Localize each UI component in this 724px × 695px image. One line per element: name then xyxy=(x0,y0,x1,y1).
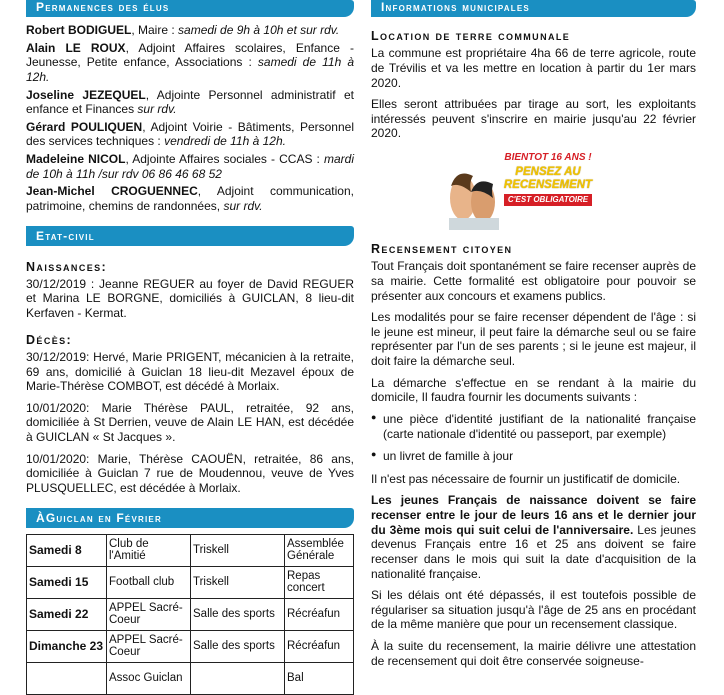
event-place: Triskell xyxy=(191,534,285,566)
table-row xyxy=(27,598,354,630)
deces-entry: 10/01/2020: Marie, Thérèse CAOUËN, retraitée, 86 ans, domiciliée à Guiclan 7 rue de Moudennou, veuve de Yves PLUSQUELLEC, est décédée à Morlaix. xyxy=(26,451,354,495)
event-org: APPEL Sacré-Coeur xyxy=(107,630,191,662)
recensement-heading: Recensement citoyen xyxy=(371,242,513,256)
table-row xyxy=(27,662,354,694)
poster-line3: C'EST OBLIGATOIRE xyxy=(504,194,592,206)
recensement-paragraph: Tout Français doit spontanément se faire recenser auprès de sa mairie. Cette formalité est obligatoire pour pouvoir se présenter aux concours et examens publics. xyxy=(371,259,696,303)
location-paragraph: Elles seront attribuées par tirage au sort, les exploitants intéressés peuvent s'inscrire en mairie jusqu'au 22 février 2020. xyxy=(371,97,696,141)
attestation-paragraph: À la suite du recensement, la mairie délivre une attestation de recensement qui doit être conservée soigneuse- xyxy=(371,639,696,668)
event-place: Salle des sports xyxy=(191,598,285,630)
permanences-header: Permanences des élus xyxy=(26,0,354,17)
recensement-poster xyxy=(449,148,595,230)
elu-item: Gérard POULIQUEN, Adjoint Voirie - Bâtiments, Personnel des services techniques : vendredi de 11h à 12h. xyxy=(26,119,354,149)
elu-item: Madeleine NICOL, Adjointe Affaires sociales - CCAS : mardi de 10h à 11h /sur rdv 06 86 46 68 52 xyxy=(26,152,355,181)
event-name: Assemblée Générale xyxy=(285,534,354,566)
location-paragraph: La commune est propriétaire 4ha 66 de terre agricole, route de Trévilis et va les mettre en location à partir du 1er mars 2020. xyxy=(371,46,696,90)
naissance-entry: 30/12/2019 : Jeanne REGUER au foyer de David REGUER et Marina LE BORGNE, domiciliés à GUICLAN, 8 lieu-dit Kerfaven - Kermat. xyxy=(26,276,354,320)
justificatif-paragraph: Il n'est pas nécessaire de fournir un justificatif de domicile. xyxy=(371,471,681,486)
elu-item: Joseline JEZEQUEL, Adjointe Personnel administratif et enfance et Finances sur rdv. xyxy=(26,87,355,117)
event-place: Triskell xyxy=(191,566,285,598)
elu-item: Alain LE ROUX, Adjoint Affaires scolaires, Enfance - Jeunesse, Petite enfance, Associations : samedi de 11h à 12h. xyxy=(26,40,354,84)
right-column xyxy=(371,0,696,675)
recensement-paragraph: Les modalités pour se faire recenser dépendent de l'âge : si le jeune est mineur, il peut faire la démarche seul ou se faire représenter par l'un de ses parents ; si le jeune est majeur, il doit faire la démarche seul. xyxy=(371,310,696,368)
event-name: Récréafun xyxy=(285,630,354,662)
recensement-paragraph: La démarche s'effectue en se rendant à la mairie du domicile, Il faudra fournir les documents suivants : xyxy=(371,375,696,405)
event-place xyxy=(191,662,285,694)
age-paragraph: Les jeunes Français de naissance doivent se faire recenser entre le jour de leurs 16 ans et le dernier jour du 3ème mois qui suit celui de l'anniversaire. Les jeunes devenus Français entre 16 et 25 ans doivent se faire recenser dans le mois qui suit la date d'acquisition de la nationalité française. xyxy=(371,493,696,581)
elus-list xyxy=(26,23,354,214)
table-row xyxy=(27,534,354,566)
event-org: Football club xyxy=(107,566,191,598)
event-day xyxy=(27,662,107,694)
event-day: Samedi 22 xyxy=(27,598,107,630)
event-day: Dimanche 23 xyxy=(27,630,107,662)
poster-line2: PENSEZ AU RECENSEMENT xyxy=(503,166,593,191)
table-row xyxy=(27,566,354,598)
event-org: Assoc Guiclan xyxy=(107,662,191,694)
delais-paragraph: Si les délais ont été dépassés, il est toutefois possible de régulariser sa situation jusqu'à l'âge de 25 ans en procédant de la même manière que pour un recensement classique. xyxy=(371,588,696,632)
deces-entry: 10/01/2020: Marie Thérèse PAUL, retraitée, 92 ans, domiciliée à St Derrien, veuve de Alain LE HAN, est décédée à GUICLAN « St Jacques ». xyxy=(26,400,354,444)
event-day: Samedi 15 xyxy=(27,566,107,598)
location-heading: Location de terre communale xyxy=(371,29,571,43)
list-item: ● une pièce d'identité justifiant de la nationalité française (carte nationale d'identité ou passeport, par exemple) xyxy=(371,412,696,441)
left-column xyxy=(26,0,354,695)
naissances-heading: Naissances: xyxy=(26,259,108,274)
elu-item: Jean-Michel CROGUENNEC, Adjoint communication, patrimoine, chemins de randonnées, sur rdv. xyxy=(26,184,354,213)
event-name: Repas concert xyxy=(285,566,354,598)
documents-list xyxy=(371,412,696,464)
event-org: Club de l'Amitié xyxy=(107,534,191,566)
list-item: ● un livret de famille à jour xyxy=(371,449,696,464)
event-name: Bal xyxy=(285,662,354,694)
etat-civil-header: Etat-civil xyxy=(26,226,354,246)
deces-heading: Décès: xyxy=(26,332,73,347)
event-org: APPEL Sacré-Coeur xyxy=(107,598,191,630)
info-header: Informations municipales xyxy=(371,0,696,17)
event-day: Samedi 8 xyxy=(27,534,107,566)
event-name: Récréafun xyxy=(285,598,354,630)
elu-item: Robert BODIGUEL, Maire : samedi de 9h à 10h et sur rdv. xyxy=(26,23,340,37)
event-place: Salle des sports xyxy=(191,630,285,662)
fevrier-header: ÀGuiclan en Février xyxy=(26,508,354,528)
deces-entry: 30/12/2019: Hervé, Marie PRIGENT, mécanicien à la retraite, 69 ans, domicilié à Guiclan 18 lieu-dit Mezavel époux de Marie-Thérèse COMBOT, est décédé à Morlaix. xyxy=(26,349,354,394)
table-row xyxy=(27,630,354,662)
poster-line1: BIENTOT 16 ANS ! xyxy=(504,152,592,163)
events-table xyxy=(26,534,354,695)
